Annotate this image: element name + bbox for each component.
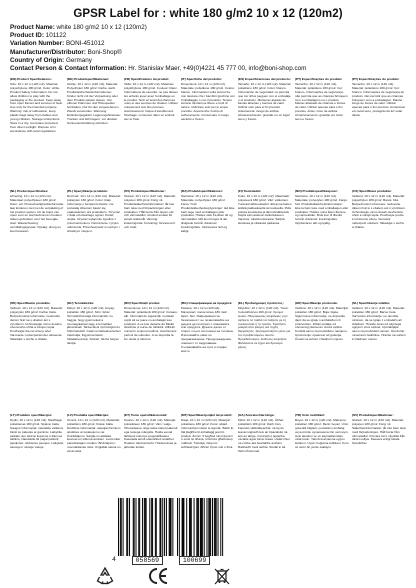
section-heading: (EN) Product Specifications: — [10, 78, 52, 82]
language-sections-grid — [10, 78, 406, 524]
section-text: Veličina: 10 x 12 m (120 m2). Materijal: polietilen 180 g/m2. Boja: bijela. Sigurnosne informacije: ne dopustite djeci da se igraju s ambalažom ili proizvodom. Držati podalje od otvorenog plamena i izvora topline. Koristiti samo za predviđenu namjenu. Upozorenje: opasnost od gušenja. Čuvati na suhom i hladnom mjestu. — [295, 305, 349, 342]
section-heading: (GA) Sonraíochtaí táirge: — [238, 414, 275, 418]
manufacturer-row — [10, 49, 406, 57]
language-section — [352, 190, 406, 300]
section-heading: (PT) Especificações do produto: — [352, 78, 400, 82]
manufacturer-label: Manufacturer/Distributor: — [10, 48, 86, 56]
barcode-bar — [186, 498, 187, 556]
variation-row — [10, 40, 406, 48]
barcode-bar — [171, 498, 172, 556]
section-heading: (CS) Specifikace produktu: — [352, 190, 392, 194]
barcode-spacer — [226, 556, 230, 565]
language-section — [181, 190, 235, 300]
section-text: Taille: 10 x 12 m (120 m2). Matériau: polyéthylène 180 g/m2. Couleur: blanc. Informations de sécurité: ne pas laisser les enfants jouer avec l'emballage ou le produit. Tenir à l'écart des flammes nues et des sources de chaleur. Utiliser uniquement aux fins prévues. Avertissement: risque d'étouffement. Stockage: conserver dans un endroit sec et frais. — [124, 81, 178, 122]
language-section — [124, 302, 178, 412]
label-footer — [0, 498, 416, 588]
barcode-bar — [129, 498, 130, 556]
language-section — [124, 78, 178, 188]
section-text: Dimensioni: 10 x 12 m (120 m2). Materiale: polietilene 180 g/m2. Colore: bianco. Informazioni sulla sicurezza: non lasciare che i bambini giochino con l'imballaggio o con il prodotto. Tenere lontano da fiamme libere e fonti di calore. Utilizzare solo per lo scopo previsto. Avvertenza: rischio di soffocamento. Conservare in luogo asciutto e fresco. — [181, 81, 235, 122]
barcode-bars — [118, 498, 224, 556]
section-heading: (TR) Ürün özellikleri: — [295, 414, 326, 418]
section-heading: (MT) Speċifikazzjonijiet tal-prodott: — [181, 414, 233, 418]
barcode-bar — [198, 498, 199, 556]
contact-value: Hr. Stanislav Maer, +49(0)4221 45 777 00, info@boni-shop.com — [126, 65, 307, 73]
section-heading: (SV) Produktspecifikationer: — [124, 190, 166, 194]
section-heading: (EL) Προδιαγραφές προϊόντος: — [238, 302, 284, 306]
barcode-bar — [170, 498, 171, 556]
product-info-block — [10, 24, 406, 73]
section-heading: (RO) Specificații produs: — [124, 302, 161, 306]
variation-label: Variation Number: — [10, 40, 65, 48]
product-id-value: 101122 — [43, 32, 67, 40]
barcode-bar — [214, 498, 215, 556]
section-text: Velikost: 10 x 12 m (120 m2). Materiál: polyethylen 180 g/m2. Barva: bílá. Bezpečnostní informace: nedovolte dětem hrát si s obalem ani s výrobkem. Uchovávejte mimo dosah otevřeného ohně a zdrojů tepla. Používejte pouze k určenému účelu. Varování: nebezpečí udušení. Skladujte v suchu a chladu. — [352, 193, 406, 230]
section-text: Storlek: 10 x 12 m (120 m2). Material: polyeten 180 g/m2. Färg: vit. Produktsäkerhetsinformation: låt inte barn leka med förpackningen eller produkten. Håll borta från öppen eld och värmekällor. Använd endast för avsett ändamål. Varning: kvävningsrisk. Förvaring: förvara torrt och svalt. — [124, 193, 176, 230]
section-text: Velikost: 10 x 12 m (120 m2). Material: polietilen 180 g/m2. Barva: bela. Varnostne informacije: ne dovolite otrokom, da se igrajo z embalažo ali izdelkom. Hranite stran od odprtega ognja in virov toplote. Uporabljajte samo za predvideni namen. Opozorilo: nevarnost zadušitve. Hranite na suhem in hladnem mestu. — [352, 305, 406, 342]
barcode-bar — [177, 498, 178, 556]
barcode-bar — [146, 498, 147, 556]
section-text: Dydis: 10 x 12 m (120 m2). Medžiaga: polietilenas 180 g/m2. Spalva: balta. Saugos informacija: neleiskite vaikams žaisti su pakuote ar gaminiu. Laikykite atokiau nuo atviros liepsnos ir šilumos šaltinių. Naudokite tik pagal paskirtį. Įspėjimas: uždusimo pavojus. Laikykite sausoje ir vėsioje vietoje. — [10, 417, 64, 450]
language-section — [238, 190, 292, 300]
barcode-bar — [164, 498, 165, 556]
barcode-bar — [210, 498, 211, 556]
language-section — [295, 78, 349, 188]
barcode-bar — [155, 498, 156, 556]
barcode-bar — [202, 498, 203, 556]
barcode-bar — [220, 498, 221, 556]
barcode-bar — [151, 498, 152, 556]
barcode-bar — [136, 498, 137, 556]
product-id-label: Product ID: — [10, 32, 44, 40]
compliance-icons — [0, 566, 416, 586]
product-name-value: white 180 g/m2 10 x 12 (120m2) — [54, 24, 147, 31]
barcode-bar — [126, 498, 127, 556]
section-heading: (DA) Produktspecifikationer: — [181, 190, 223, 194]
section-heading: (FR) Spécifications du produit: — [124, 78, 170, 82]
barcode-bar — [194, 498, 195, 556]
language-section — [10, 78, 64, 188]
barcode-bar — [201, 498, 202, 556]
contact-label: Contact Person & Contact Information: — [10, 65, 127, 73]
section-text: Méret: 10 x 12 m (120 m2). Anyag: polietilén 180 g/m2. Szín: fehér. Termékbiztonsági információk: ne hagyja, hogy gyermekek a csomagolással vagy a termékkel játsszanak. Tartsa távol nyílt lángtól és hőforrásoktól. Csak rendeltetésszerűen használja. Figyelmeztetés: fulladásveszély. Száraz, hűvös helyen tárolja. — [67, 305, 121, 346]
product-name-label: Product Name: — [10, 24, 55, 31]
barcode-bar — [118, 498, 119, 556]
manufacturer-value: Boni-Shop® — [85, 48, 122, 56]
label-title: GPSR Label for : white 180 g/m2 10 x 12 (120m2) — [73, 8, 343, 20]
barcode-bar — [133, 498, 134, 556]
section-heading: (SL) Specifikacije izdelka: — [352, 302, 390, 306]
barcode-bar — [208, 498, 209, 556]
section-heading: (NL) Productspecificaties: — [10, 190, 49, 194]
barcode-bar — [159, 498, 160, 556]
barcode-bar — [182, 498, 183, 556]
language-section — [181, 78, 235, 188]
section-heading: (IT) Specifiche del prodotto: — [181, 78, 223, 82]
language-section — [295, 302, 349, 412]
section-text: Größe: 10 x 12 m (120 m2). Material: Polyethylen 180 g/m2. Farbe: weiß. Produktsicherheitsinformationen: Kinder nicht mit der Verpackung oder dem Produkt spielen lassen. Von offenen Flammen und Hitzequellen fernhalten. Nur für den vorgesehenen Zweck verwenden. Warnung: Erstickungsgefahr. Lagerungshinweise: Trocken und kühl lagern, vor direkter Sonneneinstrahlung schützen. — [67, 81, 121, 125]
variation-value: BONI-451012 — [64, 40, 105, 48]
barcode-bar — [127, 498, 128, 556]
barcode-bar — [156, 498, 157, 556]
language-section — [352, 302, 406, 412]
language-section — [10, 190, 64, 300]
section-text: Veľkosť: 10 x 12 m (120 m2). Materiál: polyetylén 180 g/m2. Farba: biela. Bezpečnostné informácie: nedovoľte deťom hrať sa s obalom ani s výrobkom. Uchovávajte mimo dosahu otvoreného ohňa a zdrojov tepla. Používajte iba na určený účel. Varovanie: nebezpečenstvo udusenia. Skladujte v suchu a chlade. — [10, 305, 63, 342]
section-text: Размер: 10 x 12 м (120 м2). Материал: полиетилен 180 г/м2. Цвят: бял. Информация за безопасност: не позволявайте на децата да си играят с опаковката или продукта. Дръжте далеч от открит огън и източници на топлина. Използвайте само по предназначение. Предупреждение: опасност от задушаване. Съхранявайте на сухо и хладно място. — [181, 305, 234, 353]
section-text: Size: 10 x 12 m (120 m2). Material: polyethylene 180 g/m2. Color: white. Product Safety Information: Do not allow children to play with the packaging or the product. Keep away from open flames and sources of heat. Use only for the intended purpose. Warning: risk of suffocation, keep plastic bags away from babies and young children. Storage Instructions: Store in a dry, cool place protected from direct sunlight. Dispose of in accordance with local regulations. — [10, 81, 63, 133]
language-section — [67, 78, 121, 188]
country-label: Country of Origin: — [10, 56, 65, 64]
section-heading: (SK) Špecifikácie produktu: — [10, 302, 51, 306]
barcode-bar — [218, 498, 219, 556]
language-section — [67, 190, 121, 300]
section-text: Boyut: 10 x 12 m (120 m2). Malzeme: polietilen 180 g/m2. Renk: beyaz. Ürün güvenlik bilgileri: çocukların ambalaj veya ürünle oynamasına izin vermeyin. Açık alevden ve ısı kaynaklarından uzak tutun. Yalnızca amacına uygun kullanın. Uyarı: boğulma tehlikesi. Kuru ve serin bir yerde saklayın. — [295, 417, 349, 450]
section-heading: (NO) Produktspesifikasjoner: — [295, 190, 338, 194]
country-value: Germany — [64, 56, 92, 64]
section-text: Dimensiune: 10 x 12 m (120 m2). Material: polietilenă 180 g/m2. Culoare: alb. Informații de siguranță: nu lăsați copiii să se joace cu ambalajul sau produsul. A se ține departe de flăcări deschise și surse de căldură. Utilizați numai în scopul prevăzut. Avertisment: pericol de sufocare. A se depozita la loc uscat și răcoros. — [124, 305, 178, 342]
ean-barcode — [118, 498, 224, 556]
language-section — [67, 302, 121, 412]
section-heading: (HU) Termékleírás: — [67, 302, 95, 306]
barcode-bar — [144, 498, 145, 556]
product-id-row — [10, 32, 406, 40]
section-text: Rozmiar: 10 x 12 m (120 m2). Materiał: polietylen 180 g/m2. Kolor: biały. Informacje o bezpieczeństwie: nie pozwalaj dzieciom bawić się opakowaniem ani produktem. Trzymać z dala od otwartego ognia i źródeł ciepła. Używać wyłącznie zgodnie z przeznaczeniem. Ostrzeżenie: ryzyko uduszenia. Przechowywać w suchym i chłodnym miejscu. — [67, 193, 121, 234]
barcode-bar — [149, 498, 150, 556]
barcode-bar — [183, 498, 184, 556]
recycle-icon — [95, 566, 115, 586]
barcode-bar — [120, 498, 121, 556]
barcode-group-1: 058569 — [132, 556, 163, 565]
barcode-bar — [197, 498, 198, 556]
barcode-bar — [138, 498, 139, 556]
barcode-bar — [189, 498, 190, 556]
section-text: Storlek: 10 x 12 m (120 m2). Material: polyeten 180 g/m2. Färg: vit. Säkerhetsinformation: låt inte barn leka med förpackningen. Håll borta från värmekällor. Förvara torrt, skyddat från direkt solljus. Kassera enligt lokala föreskrifter. — [352, 417, 406, 446]
barcode-bar — [200, 498, 201, 556]
barcode-bar — [123, 498, 124, 556]
section-text: Daqs: 10 x 12 m (120 m2). Materjal: polietilene 180 g/m2. Kulur: abjad. Informazzjoni dwar is-sigurtà: tħallix lit-tfal jilagħbu bl-imballaġġ jew bil-prodott. Żomm 'il bogħod minn fjammi u sorsi ta' sħana. Uża biss għall-iskop maħsub. Twissija: riskju ta' soffokazzjoni. Aħżen f'post xott u frisk. — [181, 417, 235, 450]
section-heading: (ET) Toote spetsifikatsioonid: — [124, 414, 168, 418]
section-text: Tamanho: 10 x 12 m (120 m2). Material: polietileno 180 g/m2. Cor: branco. Informações de segurança: não permita que as crianças brinquem com a embalagem ou o produto. Manter afastado de chamas e fontes de calor. Utilizar apenas para o fim previsto. Aviso: risco de asfixia. Armazenamento: guardar em local seco e fresco. — [295, 81, 348, 122]
barcode-bar — [121, 498, 122, 556]
section-text: Koko: 10 x 12 m (120 m2). Materiaali: polyeteeni 180 g/m2. Väri: valkoinen. Tuoteturvallisuustiedot: älä anna lasten leikkiä pakkauksella tai tuotteella. Pidä poissa avotulesta ja lämmönlähteistä. Käytä vain aiottuun tarkoitukseen. Varoitus: tukehtumisvaara. Säilytä kuivassa ja viileässä paikassa. — [238, 193, 292, 226]
barcode-bar — [134, 498, 135, 556]
barcode-bar — [222, 498, 223, 556]
ce-mark-icon — [148, 566, 170, 586]
barcode-bar — [169, 498, 170, 556]
barcode-lead-digit: 4 — [112, 556, 116, 563]
barcode-bar — [172, 498, 173, 556]
section-text: Μέγεθος: 10 x 12 m (120 m2). Υλικό: πολυαιθυλένιο 180 g/m2. Χρώμα: λευκό. Πληροφορίες ασφάλειας: μην αφήνετε τα παιδιά να παίζουν με τη συσκευασία ή το προϊόν. Κρατήστε μακριά από φλόγες και πηγές θερμότητας. Χρησιμοποιήστε μόνο για τον προβλεπόμενο σκοπό. Προειδοποίηση: κίνδυνος ασφυξίας. Φυλάσσετε σε ξηρό και δροσερό μέρος. — [238, 305, 291, 349]
language-section — [238, 78, 292, 188]
section-heading: (SV) Produktspecifikationer: — [352, 414, 394, 418]
barcode-bar — [215, 498, 216, 556]
section-heading: (BG) Спецификации на продукта: — [181, 302, 233, 306]
language-section — [238, 302, 292, 412]
language-section — [181, 302, 235, 412]
contact-row — [10, 65, 406, 73]
section-heading: (HR) Specifikacije proizvoda: — [295, 302, 338, 306]
section-text: Izmērs: 10 x 12 m (120 m2). Materiāls: polietilēns 180 g/m2. Krāsa: balta. Drošības informācija: neļaujiet bērniem spēlēties ar iepakojumu vai izstrādājumu. Sargāt no atklātas liesmas un siltuma avotiem. Lietot tikai paredzētajam mērķim. Brīdinājums: nosmakšanas risks. Uzglabāt sausā un vēsā vietā. — [67, 417, 121, 454]
barcode-bar — [190, 498, 191, 556]
barcode-bar — [142, 498, 143, 556]
section-text: Tamanho: 10 x 12 m (120 m2). Material: polietileno 180 g/m2. Cor: branco. Informações de segurança do produto: não permitir que as crianças brinquem com a embalagem. Manter longe de fontes de calor. Utilizar apenas para o fim previsto. Armazenar em local seco, protegido da luz solar direta. — [352, 81, 406, 118]
barcode-bar — [191, 498, 192, 556]
barcode-bar — [209, 498, 210, 556]
barcode-bar — [152, 498, 153, 556]
section-text: Størrelse: 10 x 12 m (120 m2). Materiale: polyetylen 180 g/m2. Farge: hvit. Produktsikkerhetsinformasjon: ikke la barn leke med emballasjen eller produktet. Holdes unna åpen flamme og varmekilder. Bruk kun til tiltenkt formål. Advarsel: kvelningsfare. Oppbevares tørt og kjølig. — [295, 193, 349, 226]
barcode-bar — [204, 498, 205, 556]
product-name-row — [10, 24, 406, 32]
barcode-bar — [166, 498, 167, 556]
language-section — [352, 78, 406, 188]
barcode-digits — [112, 556, 230, 565]
section-heading: (LT) Produkto specifikacijos: — [10, 414, 53, 418]
section-text: Tamaño: 10 x 12 m (120 m2). Material: polietileno 180 g/m2. Color: blanco. Información de seguridad: no permita que los niños jueguen con el embalaje o el producto. Mantener alejado de llamas abiertas y fuentes de calor. Utilizar solo para el fin previsto. Advertencia: riesgo de asfixia. Almacenamiento: guardar en un lugar seco y fresco. — [238, 81, 292, 122]
country-row — [10, 57, 406, 65]
section-text: Méid: 10 x 12 m (120 m2). Ábhar: poileitiléin 180 g/m2. Dath: bán. Faisnéis sábháilteachta: ná lig do leanaí súgradh leis an bpacáistiú ná leis an táirge. Coinnigh ó lasracha oscailte agus foinsí teasa. Úsáid chun na críche atá beartaithe amháin. Rabhadh: baol tachta. Stóráil in áit thirim fhionnuar. — [238, 417, 290, 454]
barcode-bar — [162, 498, 163, 556]
barcode-bar — [206, 498, 207, 556]
section-heading: (DE) Produktspezifikationen: — [67, 78, 110, 82]
barcode-bar — [212, 498, 213, 556]
section-text: Afmeting: 10 x 12 m (120 m2). Materiaal: polyethyleen 180 g/m2. Kleur: wit. Productveiligheidsinformatie: laat kinderen niet met de verpakking of het product spelen. Uit de buurt van open vuur en warmtebronnen houden. Alleen gebruiken voor het beoogde doel. Waarschuwing: verstikkingsgevaar. Opslag: droog en koel bewaren. — [10, 193, 64, 234]
barcode-group-2: 100699 — [179, 556, 210, 565]
barcode-bar — [139, 498, 140, 556]
language-section — [295, 190, 349, 300]
language-section — [10, 302, 64, 412]
section-text: Størrelse: 10 x 12 m (120 m2). Materiale: polyethylen 180 g/m2. Farve: hvid. Produktsikkerhedsoplysninger: lad ikke børn lege med emballagen eller produktet. Holdes væk fra åben ild og varmekilder. Må kun bruges til det tilsigtede formål. Advarsel: kvælningsfare. Opbevares tørt og køligt. — [181, 193, 235, 234]
barcode-bar — [183, 498, 184, 556]
barcode-bar — [145, 498, 146, 556]
section-heading: (PT) Especificações do produto: — [295, 78, 343, 82]
language-section — [124, 190, 178, 300]
crossed-bin-icon — [212, 566, 232, 586]
barcode-bar — [179, 498, 180, 556]
section-heading: (FI) Tuotetiedot: — [238, 190, 262, 194]
barcode-bar — [216, 498, 217, 556]
section-text: Suurus: 10 x 12 m (120 m2). Materjal: polüetüleen 180 g/m2. Värv: valge. Ohutusteave: ärge laske lastel pakendi ega tootega mängida. Hoida eemal lahtisest tulest ja soojusallikatest. Kasutada ainult ettenähtud otstarbel. Hoiatus: lämbumisoht. Hoida kuivas ja jahedas kohas. — [124, 417, 178, 450]
section-heading: (LV) Produkta specifikācijas: — [67, 414, 110, 418]
barcode-bar — [160, 498, 161, 556]
section-heading: (PL) Specyfikacje produktu: — [67, 190, 108, 194]
barcode-bar — [196, 498, 197, 556]
section-heading: (ES) Especificaciones del producto: — [238, 78, 291, 82]
